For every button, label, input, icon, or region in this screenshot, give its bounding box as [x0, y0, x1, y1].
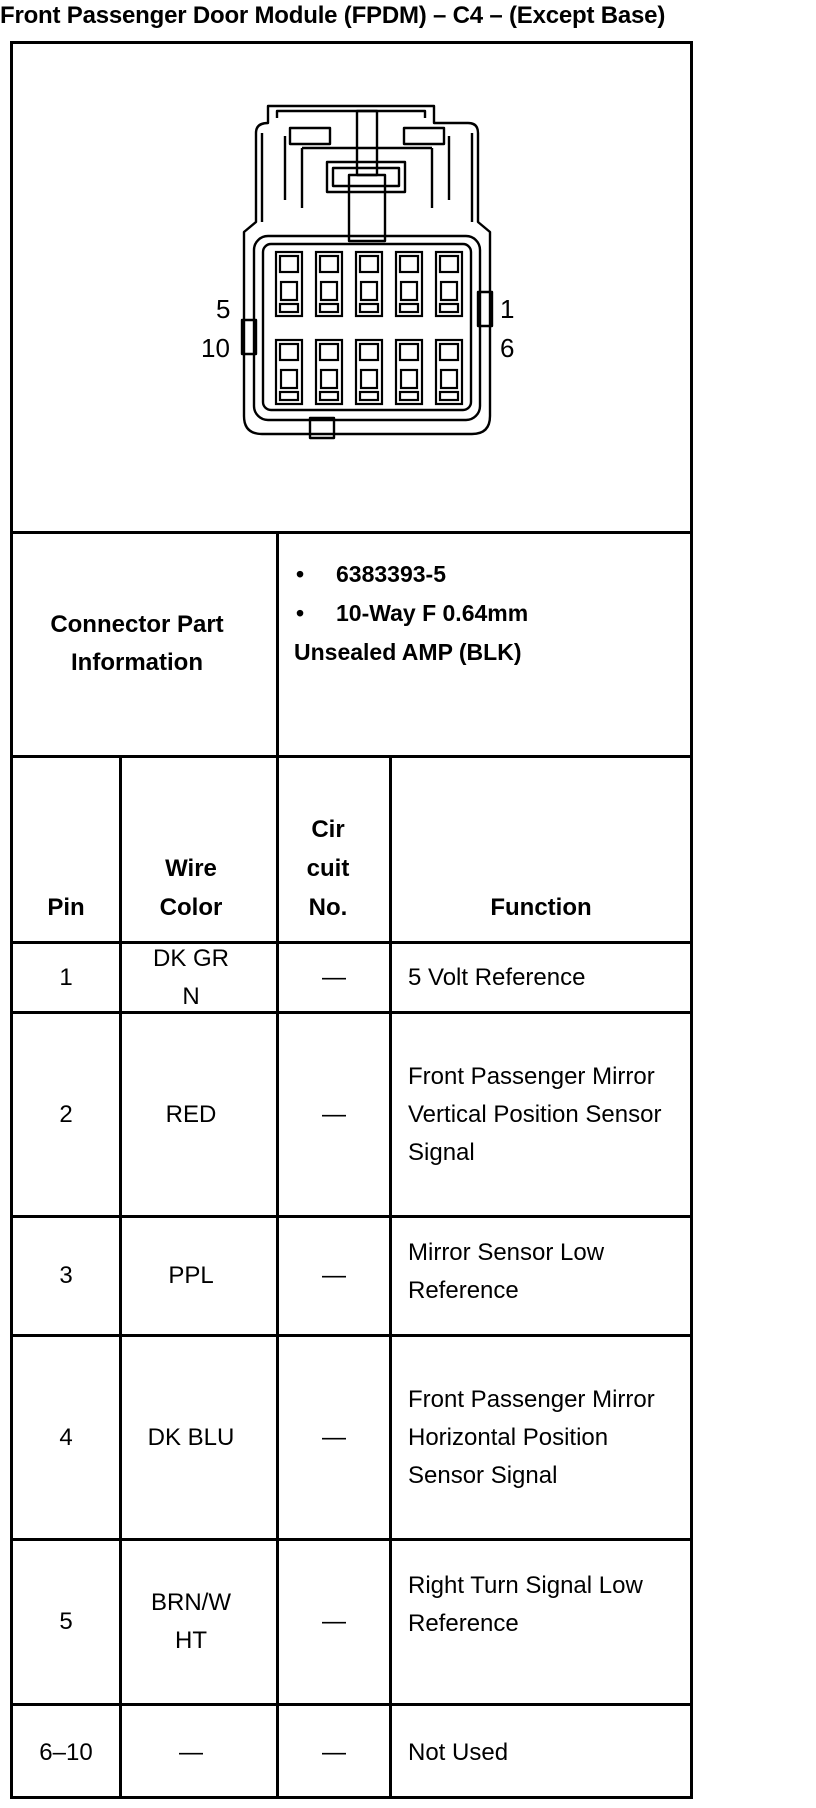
function-cell: Right Turn Signal Low Reference [408, 1572, 643, 1637]
circuit-no-cell: — [322, 1608, 346, 1635]
pin-cell: 4 [59, 1423, 73, 1451]
bullet-icon: • [296, 561, 305, 587]
pin-label-1: 1 [500, 294, 515, 324]
function-cell: Mirror Sensor Low Reference [408, 1239, 605, 1304]
pin-label-5: 5 [216, 294, 231, 324]
wire-color-cell: DK BLU [147, 1423, 235, 1451]
col-divider-pin [119, 755, 122, 1799]
part-number: 6383393-5 [336, 561, 446, 587]
wire-color-cell: PPL [168, 1262, 214, 1289]
pin-label-10: 10 [201, 333, 230, 363]
page-title: Front Passenger Door Module (FPDM) – C4 – (Except Base) [0, 2, 666, 29]
pin-cell: 6–10 [39, 1738, 93, 1766]
pin-cell: 3 [59, 1262, 73, 1289]
connector-part-info-list [296, 555, 528, 672]
circuit-no-cell: — [322, 963, 346, 991]
header-wire-color: Wire Color [159, 855, 223, 921]
connector-face-diagram [0, 0, 816, 540]
wire-color-cell: DK GRN [152, 944, 229, 1010]
row-divider-diagram [10, 531, 693, 534]
connector-type: 10-Way F 0.64mm [336, 600, 529, 626]
wire-color-cell: BRN/W HT [151, 1589, 231, 1654]
function-cell: 5 Volt Reference [408, 963, 586, 991]
wire-color-cell: RED [165, 1100, 217, 1128]
header-function: Function [490, 894, 592, 921]
pin-cell: 1 [59, 963, 73, 991]
header-pin: Pin [47, 894, 85, 921]
circuit-no-cell: — [322, 1262, 346, 1289]
pin-label-6: 6 [500, 333, 515, 363]
circuit-no-cell: — [322, 1738, 346, 1766]
function-cell: Front Passenger Mirror Horizontal Position Sensor Signal [408, 1385, 655, 1489]
pin-cell: 5 [59, 1608, 73, 1635]
connector-part-info-label: Connector Part Information [50, 611, 224, 676]
bullet-icon: • [296, 600, 305, 626]
header-circuit-no: Cir cuit No. [306, 816, 350, 921]
circuit-no-cell: — [322, 1423, 346, 1451]
col-divider-info [276, 531, 279, 758]
pin-cell: 2 [59, 1100, 73, 1128]
function-cell: Front Passenger Mirror Vertical Position Sensor Signal [408, 1062, 662, 1166]
wire-color-cell: — [179, 1738, 203, 1766]
circuit-no-cell: — [322, 1100, 346, 1128]
connector-type-continued: Unsealed AMP (BLK) [294, 639, 522, 665]
function-cell: Not Used [408, 1738, 509, 1766]
